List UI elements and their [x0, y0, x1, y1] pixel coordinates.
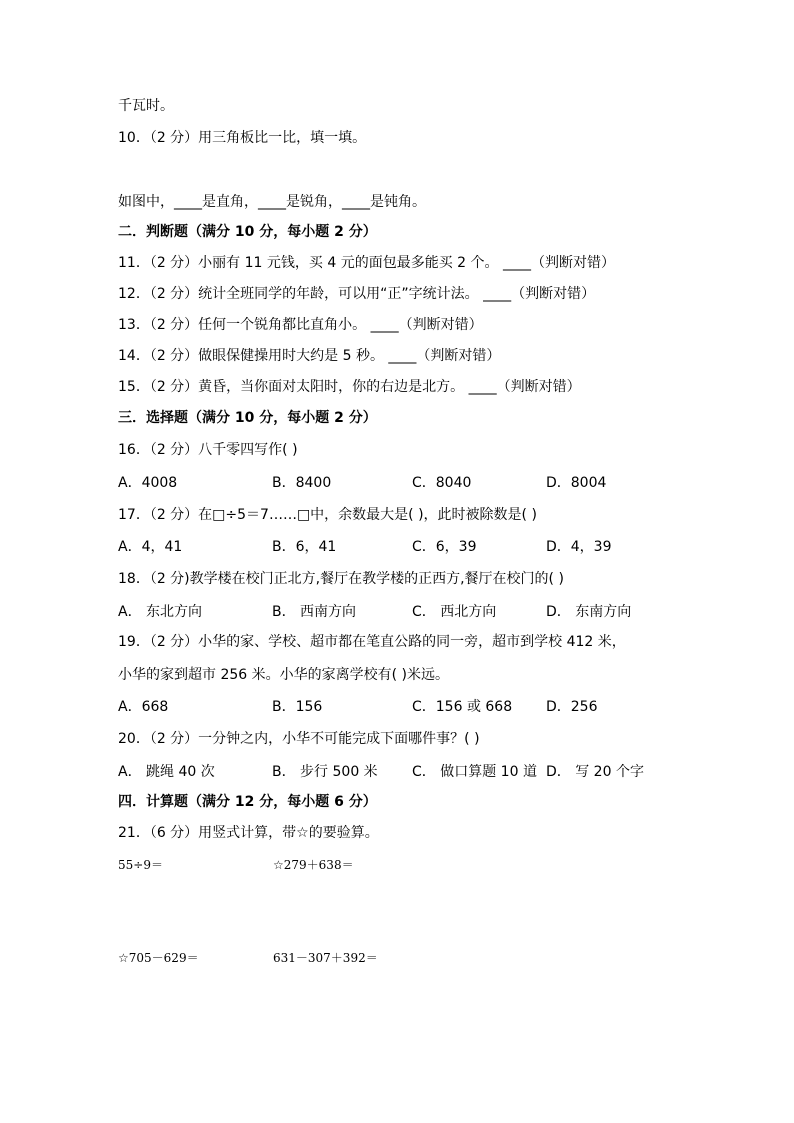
option-c: C．8040 — [412, 475, 472, 491]
option-d: D．256 — [546, 699, 598, 715]
section-heading-choice: 三．选择题（满分 10 分，每小题 2 分） — [118, 410, 377, 426]
continued-text: 千瓦时。 — [118, 98, 174, 114]
option-c: C．156 或 668 — [412, 699, 513, 715]
option-c: C． 西北方向 — [412, 604, 497, 620]
section-heading-calculation: 四．计算题（满分 12 分，每小题 6 分） — [118, 794, 377, 810]
question-19-options — [118, 697, 678, 717]
option-d: D．4，39 — [546, 539, 612, 555]
option-d: D．8004 — [546, 475, 607, 491]
question-16-options — [118, 473, 678, 493]
section-heading-judgement: 二．判断题（满分 10 分，每小题 2 分） — [118, 224, 377, 240]
star-icon: ☆ — [118, 951, 129, 965]
star-icon: ☆ — [273, 858, 284, 872]
calc-problem-2 — [273, 857, 354, 873]
option-c: C． 做口算题 10 道 — [412, 764, 537, 780]
question-21: 21．（6 分）用竖式计算，带☆的要验算。 — [118, 825, 379, 841]
option-b: B．6，41 — [272, 539, 337, 555]
option-a: A．668 — [118, 699, 169, 715]
option-b: B． 步行 500 米 — [272, 764, 378, 780]
option-d: D． 写 20 个字 — [546, 764, 644, 780]
question-16: 16．（2 分）八千零四写作( ) — [118, 442, 298, 458]
question-15: 15．（2 分）黄昏，当你面对太阳时，你的右边是北方。 ____（判断对错） — [118, 379, 581, 395]
question-13: 13．（2 分）任何一个锐角都比直角小。 ____（判断对错） — [118, 317, 483, 333]
option-c: C．6，39 — [412, 539, 477, 555]
question-12: 12．（2 分）统计全班同学的年龄，可以用“正”字统计法。 ____（判断对错） — [118, 286, 596, 302]
option-a: A．4008 — [118, 475, 178, 491]
question-11: 11．（2 分）小丽有 11 元钱，买 4 元的面包最多能买 2 个。 ____（判断对错） — [118, 255, 615, 271]
question-17: 17．（2 分）在□÷5＝7……□中，余数最大是( )，此时被除数是( ) — [118, 507, 537, 523]
option-b: B． 西南方向 — [272, 604, 357, 620]
question-18-options — [118, 602, 678, 622]
option-a: A． 跳绳 40 次 — [118, 764, 215, 780]
question-17-options — [118, 537, 678, 557]
question-19-line-1: 19．（2 分）小华的家、学校、超市都在笔直公路的同一旁，超市到学校 412 米， — [118, 634, 626, 650]
question-14: 14．（2 分）做眼保健操用时大约是 5 秒。 ____（判断对错） — [118, 348, 501, 364]
question-20-options — [118, 762, 678, 782]
calc-problem-3 — [118, 950, 199, 966]
calc-problem-1: 55÷9＝ — [118, 858, 163, 872]
question-10-blanks: 如图中，____是直角，____是锐角，____是钝角。 — [118, 194, 426, 210]
question-10: 10．（2 分）用三角板比一比，填一填。 — [118, 130, 367, 146]
question-19-line-2: 小华的家到超市 256 米。小华的家离学校有( )米远。 — [118, 667, 449, 683]
option-b: B．8400 — [272, 475, 332, 491]
calc-problem-4: 631－307＋392＝ — [273, 951, 378, 965]
calc-expression: 279＋638＝ — [283, 858, 354, 872]
question-18: 18．（2 分)教学楼在校门正北方,餐厅在教学楼的正西方,餐厅在校门的( ) — [118, 571, 564, 587]
option-d: D． 东南方向 — [546, 604, 632, 620]
option-a: A．4，41 — [118, 539, 183, 555]
option-a: A． 东北方向 — [118, 604, 203, 620]
option-b: B．156 — [272, 699, 323, 715]
calc-expression: 705－629＝ — [128, 951, 199, 965]
question-20: 20．（2 分）一分钟之内，小华不可能完成下面哪件事？( ) — [118, 731, 480, 747]
